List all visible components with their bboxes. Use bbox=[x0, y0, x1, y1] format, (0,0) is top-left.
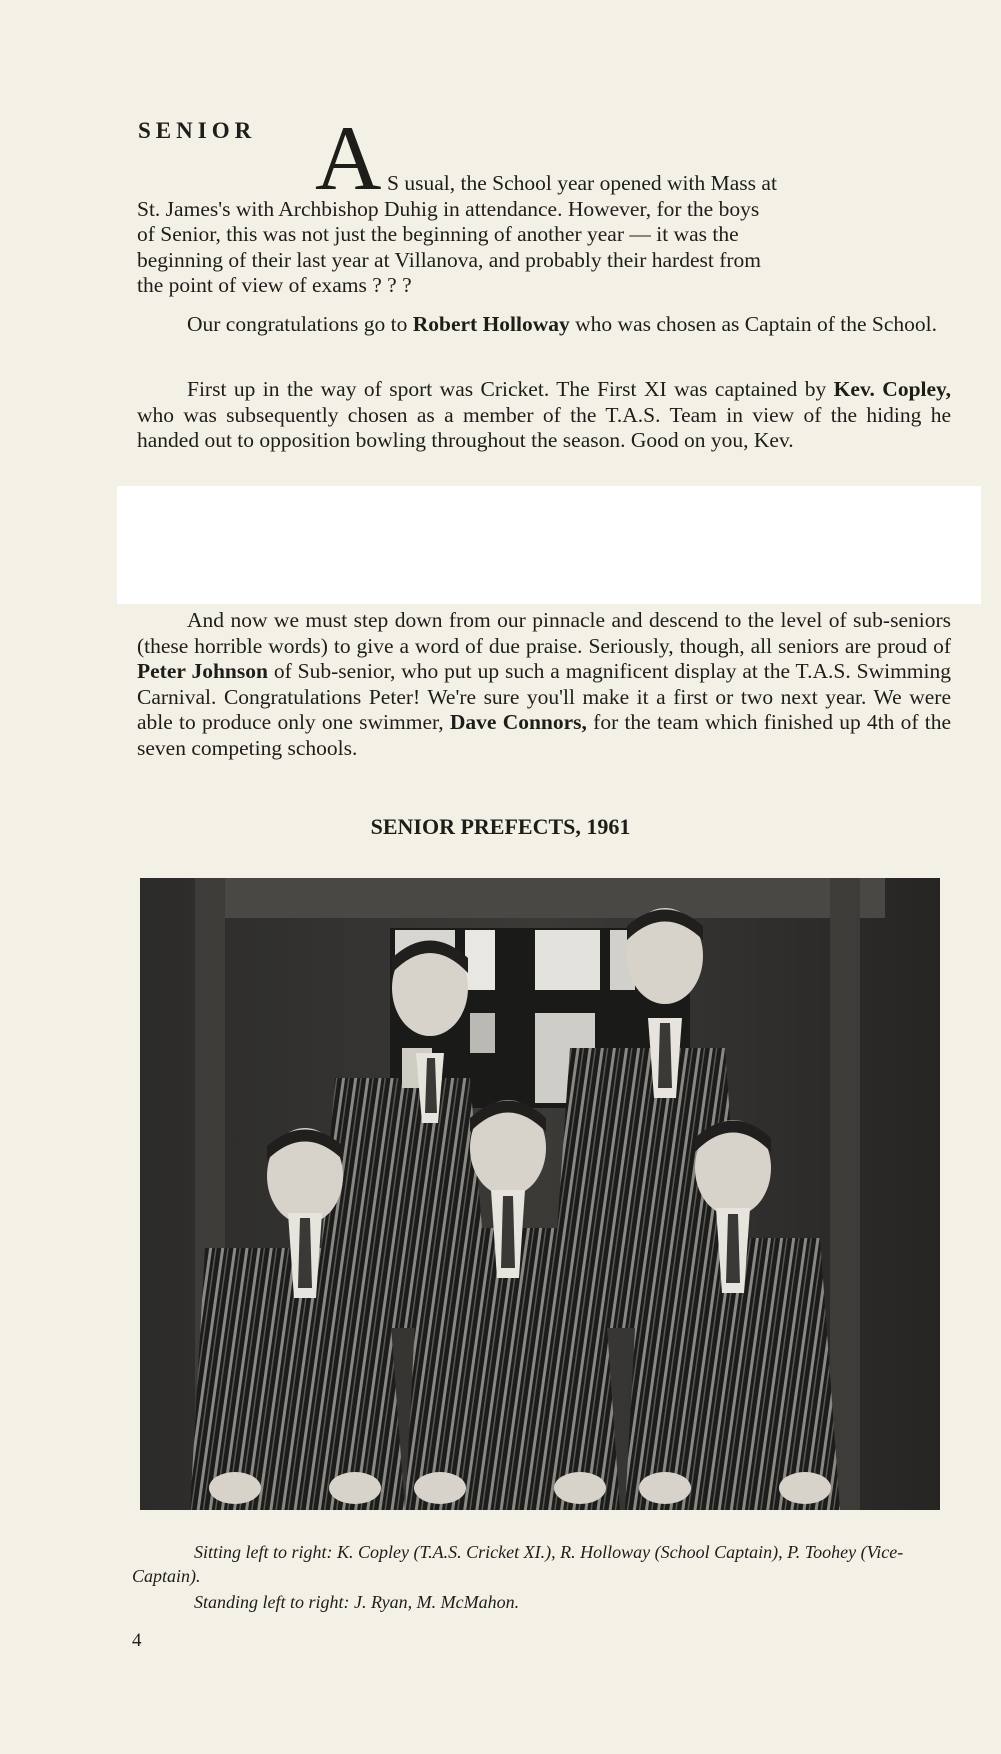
caption-sitting-label: Sitting left to right: bbox=[194, 1542, 333, 1562]
paragraph-4-text-c: for the team which finished up 4th of the seven competing schools. bbox=[137, 710, 952, 760]
name-kev-copley: Kev. Copley, bbox=[833, 377, 951, 401]
page-number: 4 bbox=[132, 1630, 142, 1651]
paragraph-3 bbox=[137, 377, 951, 454]
caption-standing bbox=[132, 1590, 952, 1614]
redacted-block bbox=[117, 486, 981, 604]
prefects-photo bbox=[140, 878, 940, 1510]
paragraph-4-text-a: And now we must step down from our pinnacle and descend to the level of sub-seniors (these horrible words) to give a word of due praise. Seriously, though, all seniors are proud of bbox=[137, 608, 951, 658]
paragraph-1-line-5: the point of view of exams ? ? ? bbox=[137, 273, 412, 297]
paragraph-1 bbox=[137, 171, 951, 299]
name-robert-holloway: Robert Holloway bbox=[412, 312, 570, 336]
paragraph-3-text-a: First up in the way of sport was Cricket. The First XI was captained by bbox=[187, 377, 834, 401]
prefects-photo-illustration bbox=[140, 878, 940, 1510]
paragraph-2-text-b: who was chosen as Captain of the School. bbox=[569, 312, 938, 336]
paragraph-2 bbox=[137, 312, 951, 338]
paragraph-2-text-a: Our congratulations go to bbox=[187, 312, 413, 336]
paragraph-3-text-b: who was subsequently chosen as a member of the T.A.S. Team in view of the hiding he handed out to opposition bowling throughout the season. Good on you, Kev. bbox=[137, 402, 951, 452]
name-peter-johnson: Peter Johnson bbox=[137, 659, 268, 683]
photo-title: SENIOR PREFECTS, 1961 bbox=[370, 814, 631, 839]
caption-sitting bbox=[132, 1540, 952, 1588]
paragraph-4-text-b: of Sub-senior, who put up such a magnificent display at the T.A.S. Swimming Carnival. Congratulations Peter! We're sure you'll make it a first or two next year. We were able to produce only one swimmer, bbox=[137, 659, 951, 734]
caption-standing-label: Standing left to right: bbox=[194, 1592, 350, 1612]
section-heading: SENIOR bbox=[138, 118, 257, 143]
paragraph-1-line-4: beginning of their last year at Villanova, and probably their hardest from bbox=[137, 247, 762, 272]
name-dave-connors: Dave Connors, bbox=[449, 710, 587, 734]
paragraph-1-line-1: S usual, the School year opened with Mass at bbox=[387, 171, 777, 195]
paragraph-4 bbox=[137, 608, 951, 761]
paragraph-1-line-3: of Senior, this was not just the beginning of another year — it was the bbox=[137, 222, 739, 246]
caption-sitting-text: K. Copley (T.A.S. Cricket XI.), R. Holloway (School Captain), P. Toohey (Vice-Captain). bbox=[132, 1542, 904, 1586]
caption-standing-text: J. Ryan, M. McMahon. bbox=[354, 1592, 520, 1612]
drop-cap: A bbox=[315, 107, 382, 209]
paragraph-1-line-2: St. James's with Archbishop Duhig in attendance. However, for the boys bbox=[137, 196, 760, 221]
